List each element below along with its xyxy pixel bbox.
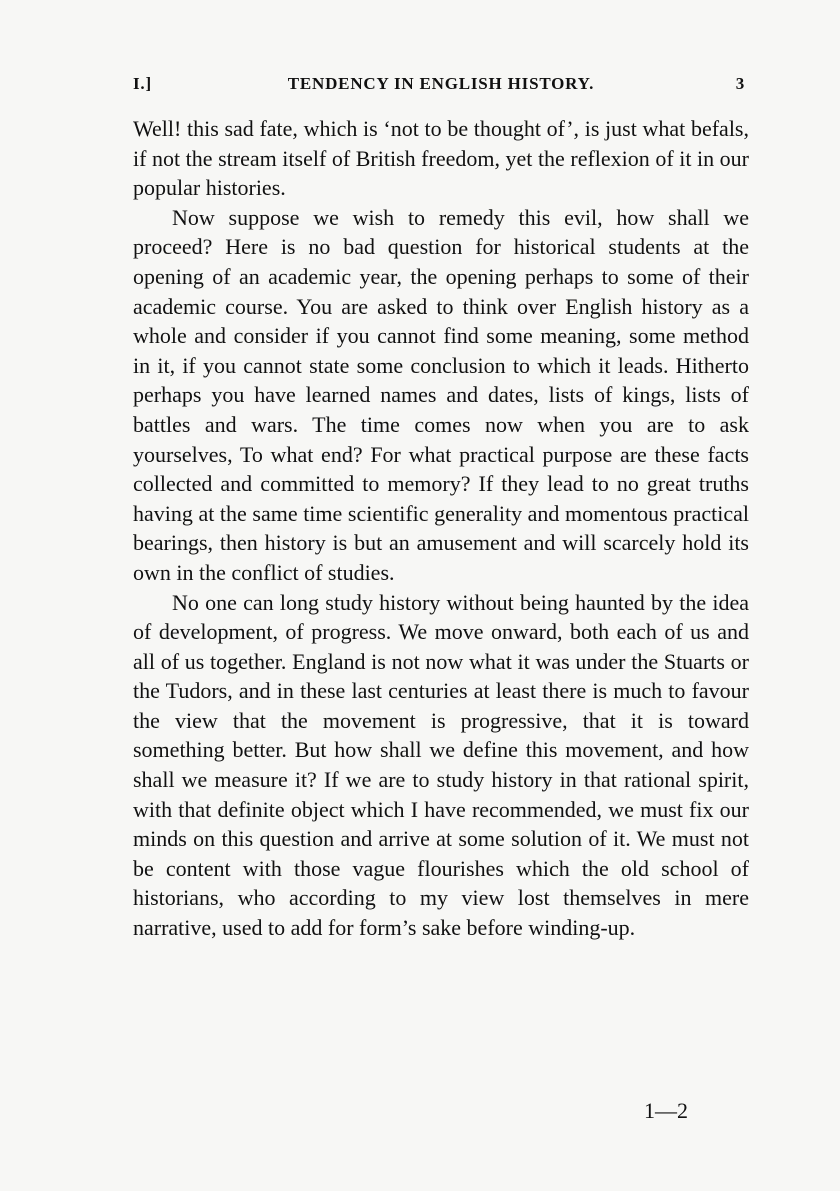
paragraph: No one can long study history without being haunted by the idea of development, of progress. We move onward, both each of us and all of us together. England is not now what it was under the Stuarts or the Tudors, and in these last centuries at least there is much to favour the view that the movement is progressive, that it is toward something better. But how shall we define this movement, and how shall we measure it? If we are to study history in that rational spirit, with that definite object which I have recommended, we must fix our minds on this question and arrive at some solution of it. We must not be content with those vague flourishes which the old school of historians, who according to my view lost themselves in mere narrative, used to add for form’s sake before winding-up. (133, 589, 749, 941)
paragraph: Now suppose we wish to remedy this evil, how shall we proceed? Here is no bad question for historical students at the opening of an academic year, the opening perhaps to some of their academic course. You are asked to think over English history as a whole and consider if you cannot find some meaning, some method in it, if you cannot state some conclusion to which it leads. Hitherto perhaps you have learned names and dates, lists of kings, lists of battles and wars. The time comes now when you are to ask yourselves, To what end? For what practical purpose are these facts collected and committed to memory? If they lead to no great truths having at the same time scientific generality and momentous practical bearings, then history is but an amusement and will scarcely hold its own in the conflict of studies. (133, 204, 749, 585)
chapter-number: I.] (133, 74, 152, 93)
page-number: 3 (735, 74, 745, 93)
paragraph: Well! this sad fate, which is ‘not to be thought of’, is just what befals, if not the stream itself of British freedom, yet the reflexion of it in our popular histories. (133, 116, 749, 201)
body-text (133, 114, 749, 943)
running-title: TENDENCY IN ENGLISH HISTORY. (287, 74, 595, 93)
signature-mark: 1—2 (644, 1098, 688, 1123)
running-header (133, 70, 749, 100)
